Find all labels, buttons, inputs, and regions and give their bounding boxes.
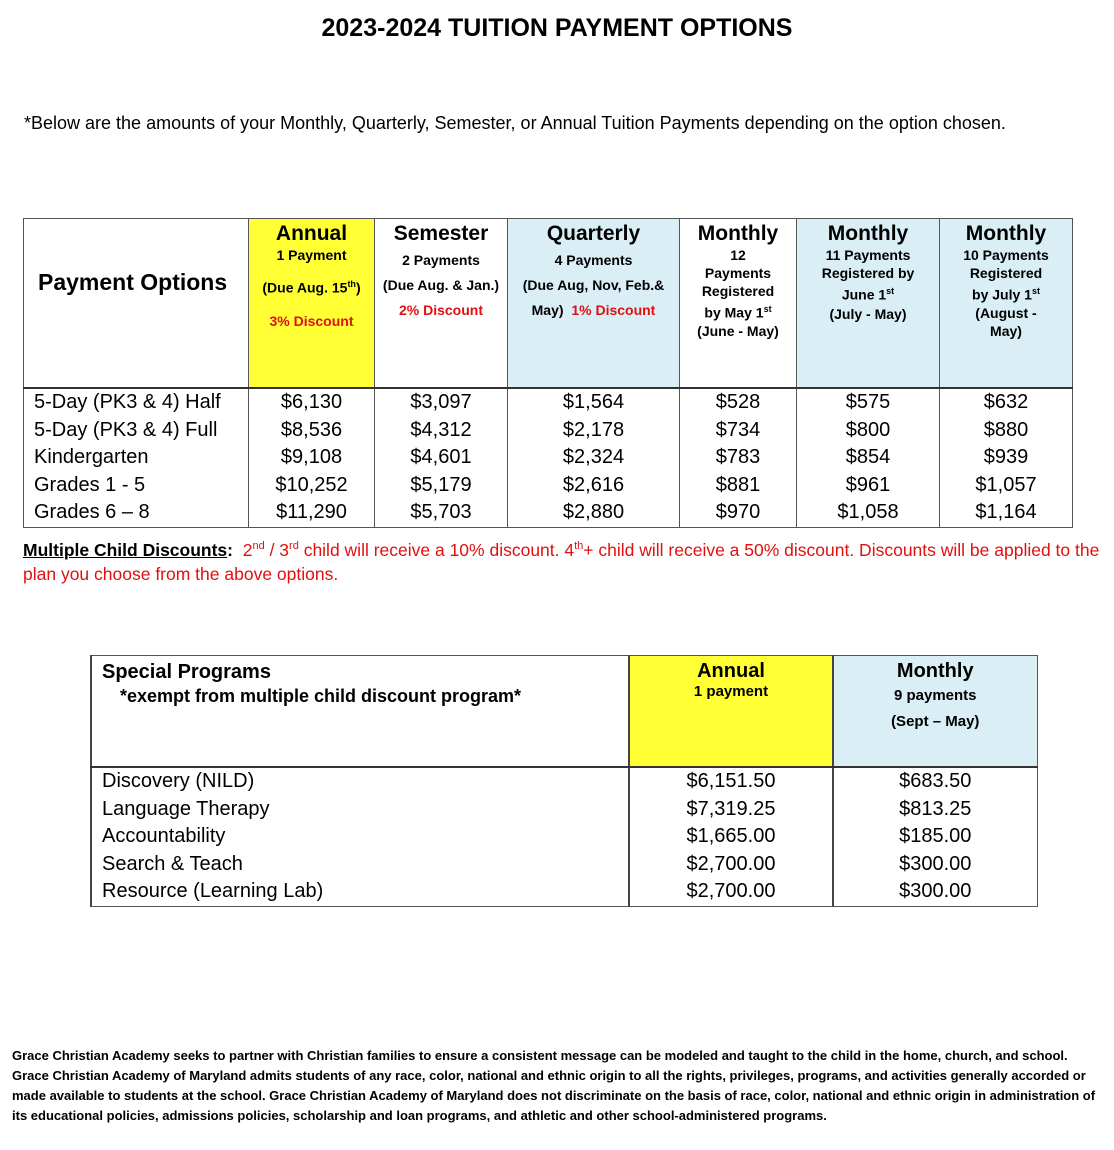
program-label: Language Therapy [91,796,629,824]
program-label: Search & Teach [91,851,629,879]
table-row [91,851,1037,879]
table-row [91,823,1037,851]
multiple-child-discounts-label: Multiple Child Discounts [23,540,228,560]
table-row [24,444,1073,472]
monthly-11-column-header: Monthly 11 Payments Registered by June 1st (July - May) [797,219,940,389]
program-label: Resource (Learning Lab) [91,878,629,906]
special-programs-note: *exempt from multiple child discount program* [120,686,522,706]
table-row [24,417,1073,445]
tuition-table [23,218,1073,528]
program-label: Discovery (NILD) [91,767,629,796]
program-monthly: $300.00 [833,878,1037,906]
monthly-12-amount: $970 [680,499,797,527]
program-monthly: $300.00 [833,851,1037,879]
payment-options-label: Payment Options [24,219,249,389]
semester-amount: $4,312 [375,417,508,445]
special-programs-table [90,655,1038,907]
monthly-12-amount: $881 [680,472,797,500]
table-row [91,796,1037,824]
semester-amount: $5,179 [375,472,508,500]
monthly-12-amount: $528 [680,388,797,417]
quarterly-column-header: Quarterly 4 Payments (Due Aug, Nov, Feb.& May) 1% Discount [508,219,680,389]
monthly-11-amount: $800 [797,417,940,445]
annual-amount: $10,252 [249,472,375,500]
semester-amount: $5,703 [375,499,508,527]
monthly-12-column-header: Monthly 12 Payments Registered by May 1st (June - May) [680,219,797,389]
program-monthly: $185.00 [833,823,1037,851]
table-row [91,767,1037,796]
tuition-header-row [24,219,1073,389]
annual-amount: $6,130 [249,388,375,417]
row-label: 5-Day (PK3 & 4) Full [24,417,249,445]
program-monthly: $683.50 [833,767,1037,796]
table-row [24,499,1073,527]
annual-amount: $9,108 [249,444,375,472]
monthly-10-amount: $632 [940,388,1073,417]
annual-amount: $8,536 [249,417,375,445]
table-row [24,388,1073,417]
program-annual: $6,151.50 [629,767,833,796]
semester-amount: $3,097 [375,388,508,417]
row-label: Grades 1 - 5 [24,472,249,500]
monthly-11-amount: $1,058 [797,499,940,527]
quarterly-amount: $1,564 [508,388,680,417]
monthly-10-amount: $1,164 [940,499,1073,527]
row-label: Grades 6 – 8 [24,499,249,527]
quarterly-amount: $2,178 [508,417,680,445]
special-annual-header: Annual 1 payment [629,656,833,768]
program-annual: $2,700.00 [629,878,833,906]
monthly-10-column-header: Monthly 10 Payments Registered by July 1st (August - May) [940,219,1073,389]
quarterly-amount: $2,616 [508,472,680,500]
intro-text: *Below are the amounts of your Monthly, Quarterly, Semester, or Annual Tuition Payments depending on the option chosen. [24,113,1006,133]
quarterly-amount: $2,324 [508,444,680,472]
semester-amount: $4,601 [375,444,508,472]
monthly-10-amount: $880 [940,417,1073,445]
program-annual: $2,700.00 [629,851,833,879]
monthly-12-amount: $783 [680,444,797,472]
monthly-11-amount: $854 [797,444,940,472]
monthly-12-amount: $734 [680,417,797,445]
annual-column-header: Annual 1 Payment (Due Aug. 15th) 3% Discount [249,219,375,389]
program-monthly: $813.25 [833,796,1037,824]
special-header-row [91,656,1037,768]
multiple-child-discounts: Multiple Child Discounts: 2nd / 3rd child will receive a 10% discount. 4th+ child will receive a 50% discount. Discounts will be applied to the plan you choose from the above options. [23,540,1100,584]
page-title: 2023-2024 TUITION PAYMENT OPTIONS [321,14,793,42]
semester-column-header: Semester 2 Payments (Due Aug. & Jan.) 2% Discount [375,219,508,389]
row-label: 5-Day (PK3 & 4) Half [24,388,249,417]
program-annual: $1,665.00 [629,823,833,851]
table-row [91,878,1037,906]
program-label: Accountability [91,823,629,851]
row-label: Kindergarten [24,444,249,472]
special-programs-header [91,656,629,768]
monthly-10-amount: $1,057 [940,472,1073,500]
nondiscrimination-statement: Grace Christian Academy seeks to partner with Christian families to ensure a consistent message can be modeled and taught to the child in the home, church, and school. Grace Christian Academy of Maryland admits students of any race, color, national and ethnic origin to all the rights, privileges, programs, and activities generally accorded or made available to students at the school. Grace Christian Academy of Maryland does not discriminate on the basis of race, color, national and ethnic origin in administration of its educational policies, admissions policies, scholarship and loan programs, and athletic and other school-administered programs. [12,1048,1096,1123]
table-row [24,472,1073,500]
quarterly-amount: $2,880 [508,499,680,527]
special-monthly-header: Monthly 9 payments (Sept – May) [833,656,1037,768]
monthly-10-amount: $939 [940,444,1073,472]
annual-amount: $11,290 [249,499,375,527]
program-annual: $7,319.25 [629,796,833,824]
special-programs-title: Special Programs [102,661,271,683]
monthly-11-amount: $575 [797,388,940,417]
monthly-11-amount: $961 [797,472,940,500]
